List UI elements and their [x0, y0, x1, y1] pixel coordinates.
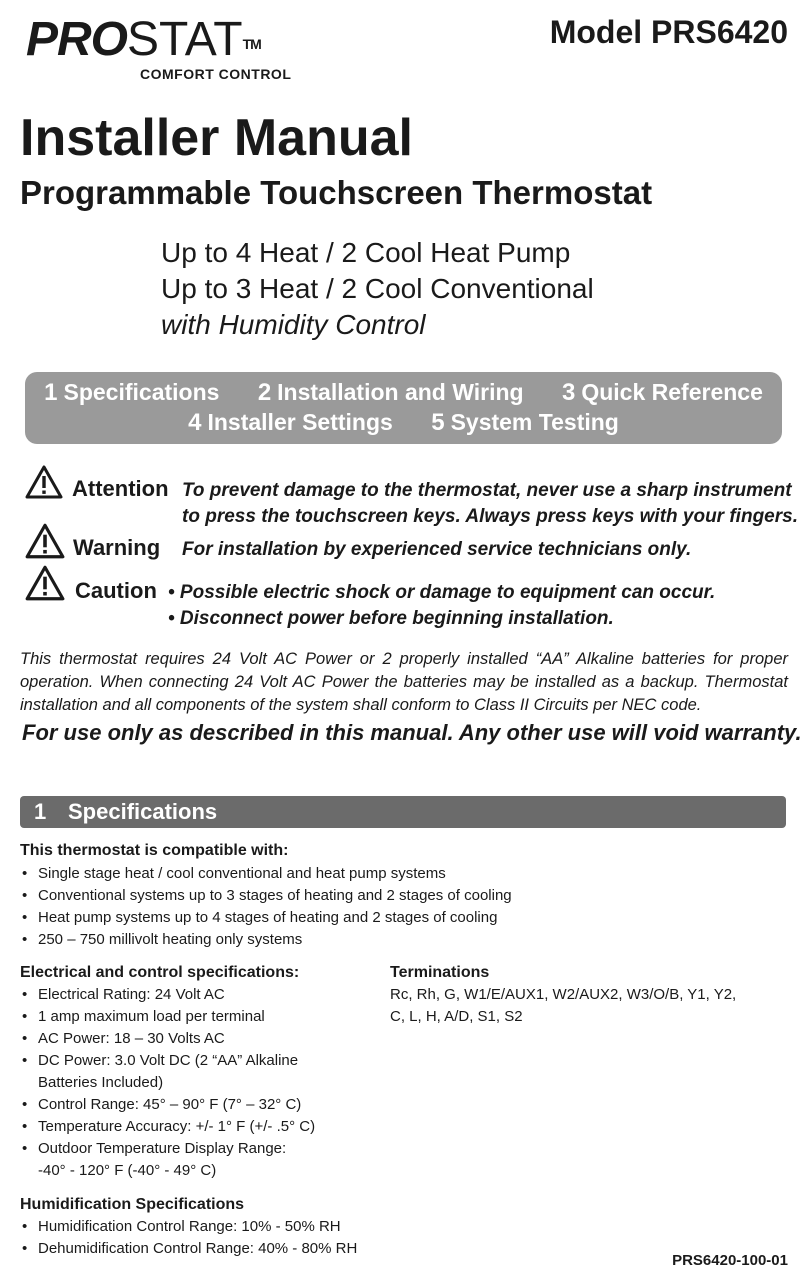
contents-bar: [25, 372, 782, 444]
humidification-block: [20, 1196, 357, 1260]
list-item: • Heat pump systems up to 4 stages of heating and 2 stages of cooling: [20, 907, 512, 929]
power-requirements: This thermostat requires 24 Volt AC Power or 2 properly installed “AA” Alkaline batteries for proper operation. When connecting 24 Volt AC Power the batteries may be installed as a backup. Thermostat installation and all components of the system shall conform to Class II Circuits per NEC code.: [20, 650, 788, 714]
model-number: Model PRS6420: [549, 14, 788, 50]
list-item: • Dehumidification Control Range: 40% - 80% RH: [20, 1238, 357, 1260]
list-item: • Humidification Control Range: 10% - 50% RH: [20, 1216, 357, 1238]
terminations-block: [390, 964, 750, 1028]
warning-triangle-icon: [24, 464, 64, 500]
attention-text: To prevent damage to the thermostat, never use a sharp instrument to press the touchscreen keys. Always press keys with your fingers.: [182, 480, 798, 527]
logo-wordmark: [26, 14, 261, 66]
list-item: • 250 – 750 millivolt heating only systems: [20, 929, 512, 951]
list-item: • Electrical Rating: 24 Volt AC: [20, 984, 315, 1006]
compatibility-heading: This thermostat is compatible with:: [20, 842, 289, 859]
list-item: • AC Power: 18 – 30 Volts AC: [20, 1028, 315, 1050]
list-item: • DC Power: 3.0 Volt DC (2 “AA” Alkaline Batteries Included): [20, 1050, 315, 1094]
list-item: • Temperature Accuracy: +/- 1° F (+/- .5° C): [20, 1116, 315, 1138]
page-subtitle: Programmable Touchscreen Thermostat: [20, 174, 653, 211]
logo-stat: STAT: [127, 13, 243, 66]
contents-item[interactable]: 4 Installer Settings: [188, 409, 393, 436]
contents-item[interactable]: 1 Specifications: [44, 379, 220, 406]
warning-label: Warning: [73, 535, 161, 560]
capabilities: [161, 235, 594, 343]
capability-line: with Humidity Control: [161, 309, 426, 340]
terminations-list: Rc, Rh, G, W1/E/AUX1, W2/AUX2, W3/O/B, Y1, Y2, C, L, H, A/D, S1, S2: [390, 986, 737, 1025]
capability-line: Up to 3 Heat / 2 Cool Conventional: [161, 273, 594, 304]
list-item: • Conventional systems up to 3 stages of heating and 2 stages of cooling: [20, 885, 512, 907]
compatibility-block: [20, 842, 512, 951]
section-header-specifications: [20, 796, 786, 828]
section-title: Specifications: [68, 799, 218, 824]
logo-tagline: COMFORT CONTROL: [140, 66, 292, 82]
warning-triangle-icon: [24, 522, 66, 560]
contents-item[interactable]: 2 Installation and Wiring: [257, 379, 524, 406]
brand-logo: [26, 14, 336, 86]
terminations-heading: Terminations: [390, 964, 490, 981]
warning-text: For installation by experienced service technicians only.: [182, 539, 692, 560]
logo-pro: PRO: [26, 13, 128, 66]
caution-text: • Possible electric shock or damage to equipment can occur. • Disconnect power before beginning installation.: [168, 582, 716, 629]
page-title: Installer Manual: [20, 109, 413, 167]
document-number: PRS6420-100-01: [672, 1252, 788, 1269]
capability-line: Up to 4 Heat / 2 Cool Heat Pump: [161, 237, 571, 268]
section-number: 1: [34, 799, 47, 824]
contents-item[interactable]: 3 Quick Reference: [561, 379, 763, 406]
electrical-specs-block: [20, 964, 315, 1182]
attention-label: Attention: [72, 476, 169, 501]
electrical-heading: Electrical and control specifications:: [20, 964, 300, 981]
list-item: • 1 amp maximum load per terminal: [20, 1006, 315, 1028]
list-item: • Outdoor Temperature Display Range: -40° - 120° F (-40° - 49° C): [20, 1138, 315, 1182]
list-item: • Single stage heat / cool conventional and heat pump systems: [20, 863, 512, 885]
caution-label: Caution: [75, 578, 157, 603]
warranty-notice: For use only as described in this manual. Any other use will void warranty.: [22, 720, 802, 745]
logo-tm: TM: [242, 36, 261, 52]
list-item: • Control Range: 45° – 90° F (7° – 32° C): [20, 1094, 315, 1116]
warning-triangle-icon: [24, 564, 66, 602]
humidification-heading: Humidification Specifications: [20, 1196, 245, 1213]
contents-item[interactable]: 5 System Testing: [431, 409, 619, 436]
